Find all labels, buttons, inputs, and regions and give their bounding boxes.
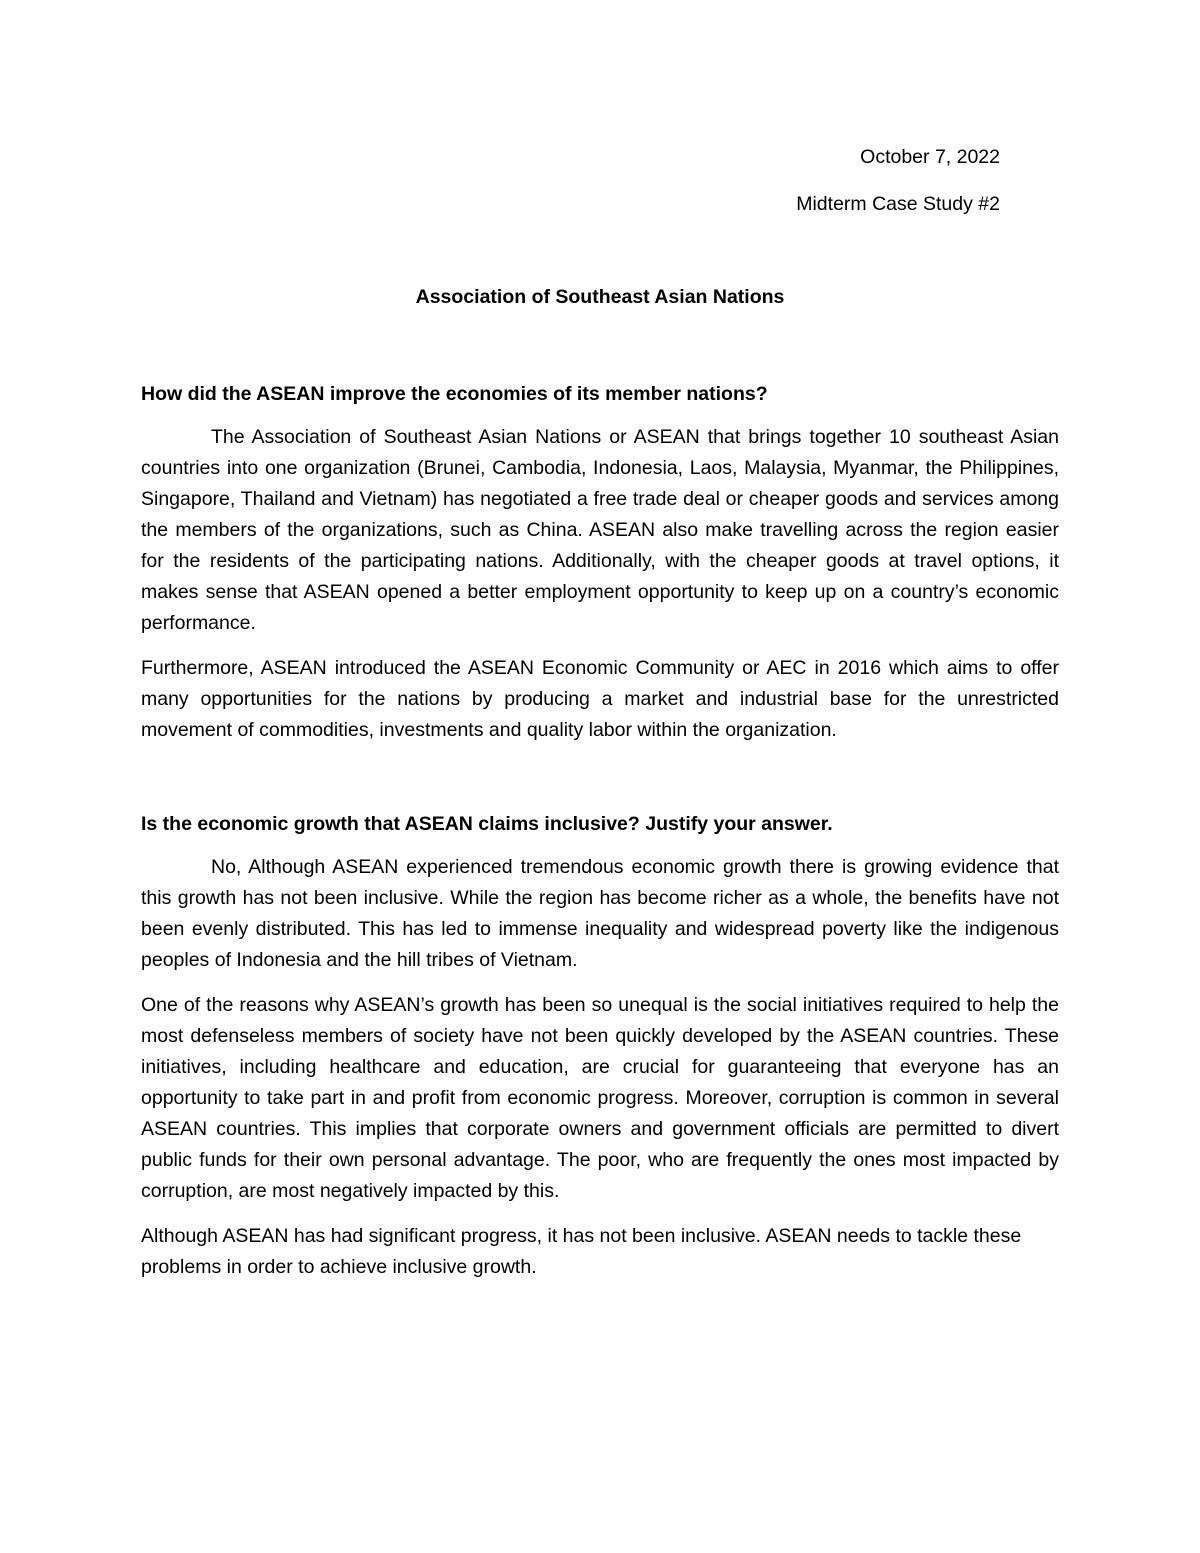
assignment-label: Midterm Case Study #2 xyxy=(796,193,1000,215)
section-paragraph: One of the reasons why ASEAN’s growth has been so unequal is the social initiatives required to help the most defenseless members of society have not been quickly developed by the ASEAN countries. These initiatives, including healthcare and education, are crucial for guaranteeing that everyone has an opportunity to take part in and profit from economic progress. Moreover, corruption is common in several ASEAN countries. This implies that corporate owners and government officials are permitted to divert public funds for their own personal advantage. The poor, who are frequently the ones most impacted by corruption, are most negatively impacted by this. xyxy=(141,994,1059,1202)
document-title: Association of Southeast Asian Nations xyxy=(415,286,785,308)
section-inclusive-growth xyxy=(141,811,1059,1283)
section-paragraph: The Association of Southeast Asian Nations or ASEAN that brings together 10 southeast Asian countries into one organization (Brunei, Cambodia, Indonesia, Laos, Malaysia, Myanmar, the Philippines, Singapore, Thailand and Vietnam) has negotiated a free trade deal or cheaper goods and services among the members of the organizations, such as China. ASEAN also make travelling across the region easier for the residents of the participating nations. Additionally, with the cheaper goods at travel options, it makes sense that ASEAN opened a better employment opportunity to keep up on a country’s economic performance. xyxy=(141,426,1059,634)
document-date: October 7, 2022 xyxy=(860,146,1000,168)
section-question: How did the ASEAN improve the economies of its member nations? xyxy=(141,383,768,405)
section-paragraph: No, Although ASEAN experienced tremendous economic growth there is growing evidence that this growth has not been inclusive. While the region has become richer as a whole, the benefits have not been evenly distributed. This has led to immense inequality and widespread poverty like the indigenous peoples of Indonesia and the hill tribes of Vietnam. xyxy=(141,856,1059,971)
section-paragraph: Furthermore, ASEAN introduced the ASEAN Economic Community or AEC in 2016 which aims to offer many opportunities for the nations by producing a market and industrial base for the unrestricted movement of commodities, investments and quality labor within the organization. xyxy=(141,657,1059,741)
section-economies xyxy=(141,381,1059,746)
section-paragraph: Although ASEAN has had significant progress, it has not been inclusive. ASEAN needs to tackle these problems in order to achieve inclusive growth. xyxy=(141,1225,1022,1278)
section-question: Is the economic growth that ASEAN claims inclusive? Justify your answer. xyxy=(141,813,833,835)
